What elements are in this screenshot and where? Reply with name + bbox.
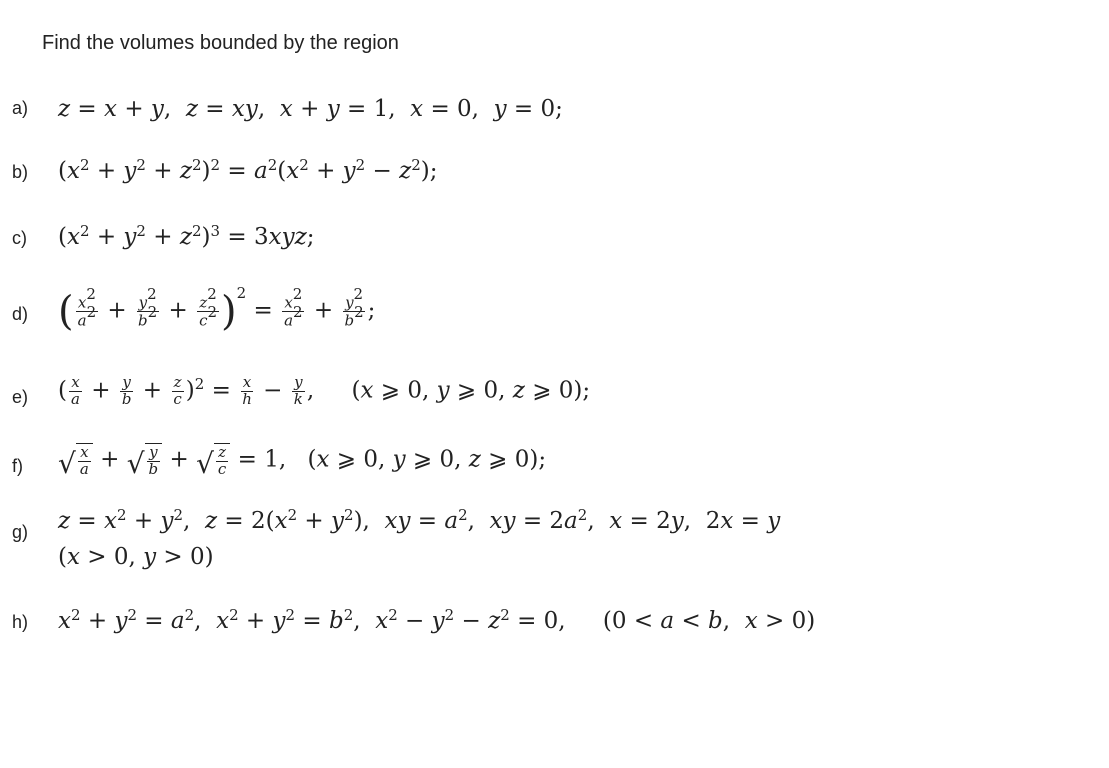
equation-d: ( $\frac{x^2}{a^2}$ + $\frac{y^2}{b^2}$ + $\frac{z^2}{c^2}$ )$^2$ = $\frac{x^2}{a^2}$ + $\frac{y^2}{b^2}$ ; <box>58 284 376 335</box>
equation-b: $(x^2 + y^2 + z^2)^2 = a^2(x^2 + y^2 - z^2)$; <box>58 155 438 184</box>
problem-label-b: b) <box>12 162 29 182</box>
problem-label-e: e) <box>12 387 29 407</box>
equation-g-line1: $z = x^2 + y^2$, $z = 2(x^2 + y^2)$, xy = $a^2$, xy = $2a^2$, x = 2y, 2x = y <box>58 505 781 534</box>
equation-g-line2: (x > 0, y > 0) <box>58 544 214 570</box>
page-title: Find the volumes bounded by the region <box>42 32 399 54</box>
equation-f: √ $\frac{x}{a}$ + √ $\frac{y}{b}$ + √ $\frac{z}{c}$ = 1, (x ⩾ 0, y ⩾ 0, z ⩾ 0); <box>58 443 547 480</box>
equation-h: $x^2 + y^2 = a^2$, $x^2 + y^2 = b^2$, $x^2 - y^2 - z^2 = 0$, (0 < a < b, x > 0) <box>58 605 816 634</box>
equation-e: ( $\frac{x}{a}$ + $\frac{y}{b}$ + $\frac{z}{c}$ )$^2$ = $\frac{x}{h}$ − $\frac{y}{k}$ , (x ⩾ 0, y ⩾ 0, z ⩾ 0); <box>58 373 591 408</box>
problem-label-f: f) <box>12 456 23 476</box>
problem-label-h: h) <box>12 612 29 632</box>
problem-label-a: a) <box>12 98 29 118</box>
problem-label-g: g) <box>12 522 29 542</box>
equation-c: $(x^2 + y^2 + z^2)^3 = 3xyz$; <box>58 221 315 250</box>
problem-label-c: c) <box>12 228 27 248</box>
equation-a: z = x + y, z = xy, x + y = 1, x = 0, y = 0; <box>58 96 563 122</box>
problem-label-d: d) <box>12 304 29 324</box>
